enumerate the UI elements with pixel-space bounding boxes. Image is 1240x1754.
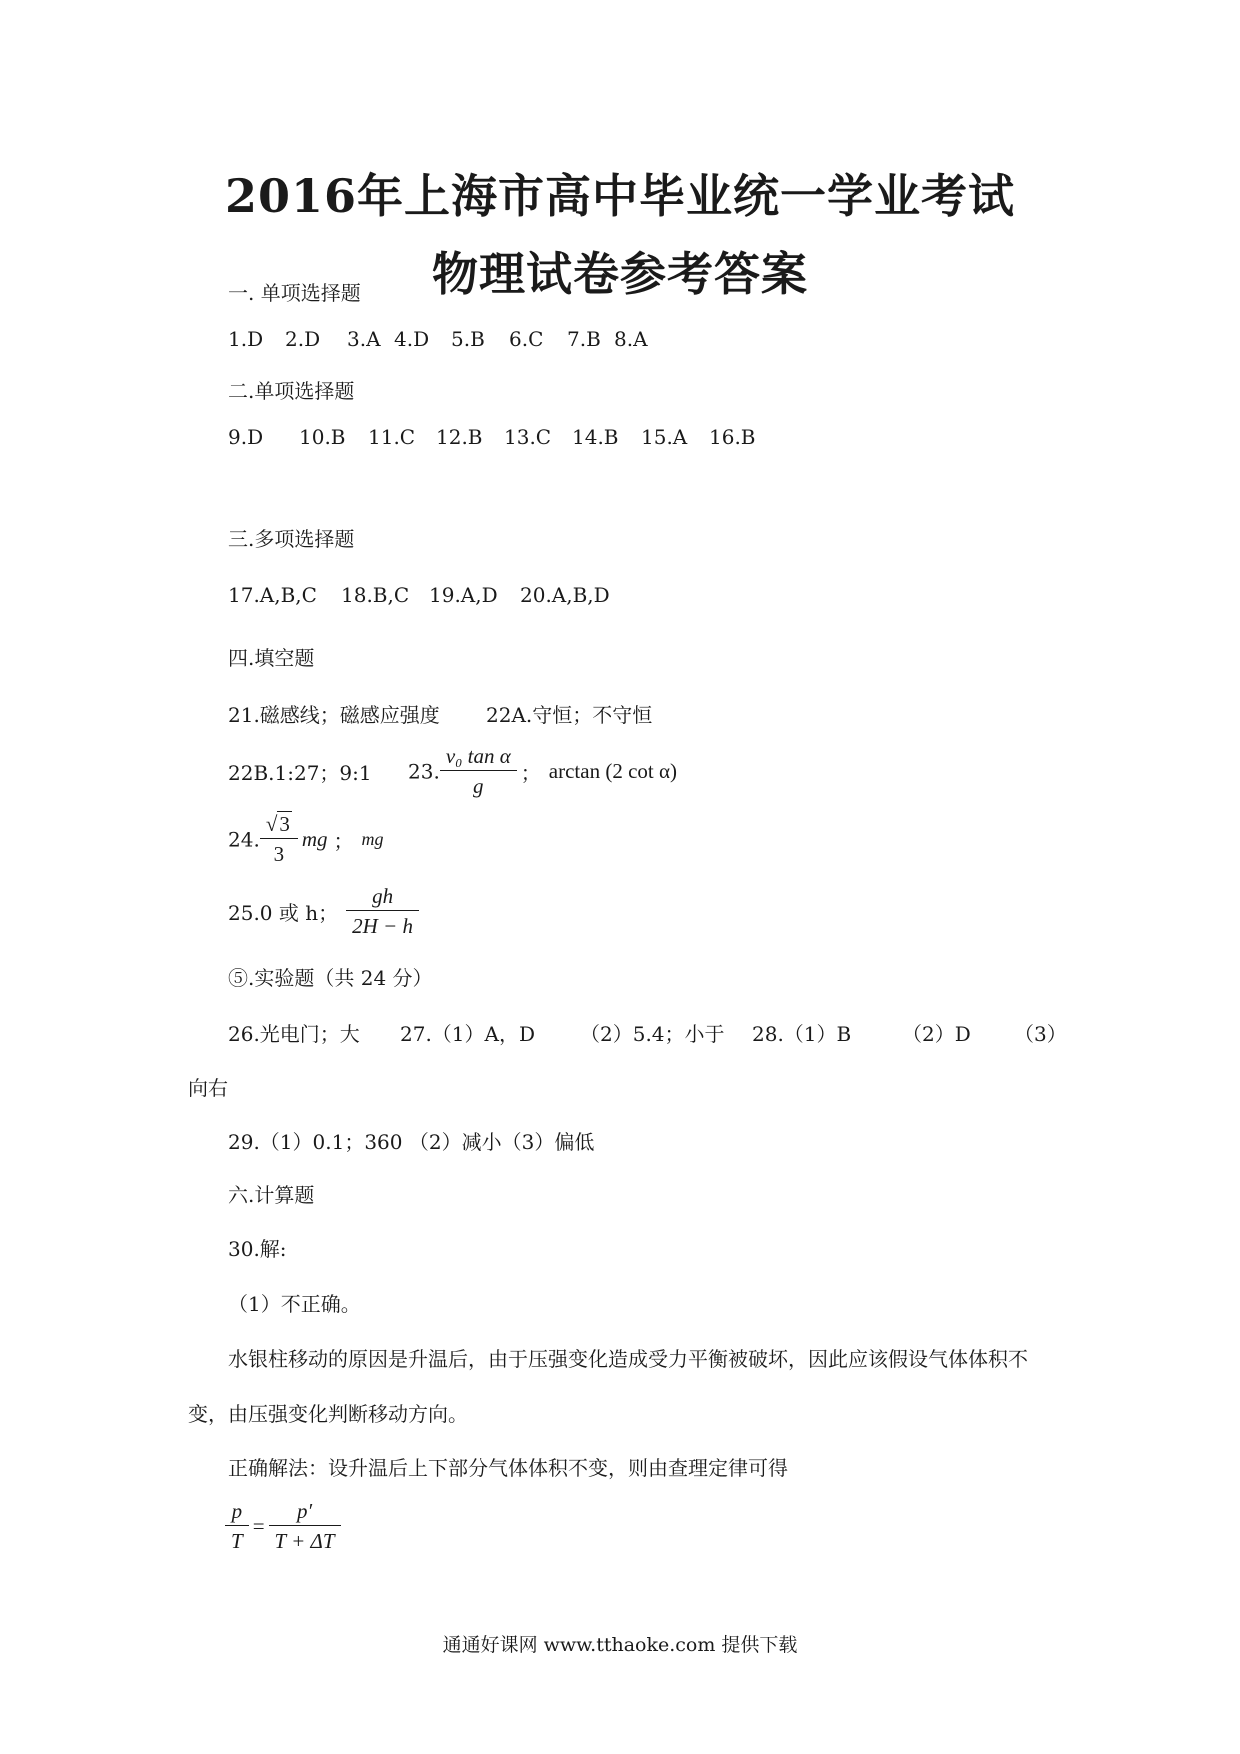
equation-rhs [269, 1497, 341, 1556]
answer-item: 20.A,B,D [520, 583, 610, 607]
section1-heading: 一. 单项选择题 [228, 281, 361, 305]
footer-source: 通通好课网 www.tthaoke.com 提供下载 [442, 1634, 798, 1656]
q22a-answer: 22A.守恒；不守恒 [486, 703, 653, 727]
q30-para2-line1: 水银柱移动的原因是升温后，由于压强变化造成受力平衡被破坏，因此应该假设气体体积不 [228, 1347, 1028, 1371]
equation-rhs-numerator: p′ [269, 1497, 341, 1526]
answer-item: 6.C [509, 327, 544, 351]
section3-heading: 三.多项选择题 [228, 527, 355, 551]
q30-para3: 正确解法：设升温后上下部分气体体积不变，则由查理定律可得 [228, 1456, 788, 1480]
answer-item: 11.C [368, 425, 416, 449]
q24-radicand: 3 [279, 812, 290, 836]
equation-lhs [225, 1497, 249, 1556]
q23-part2: arctan (2 cot α) [548, 759, 677, 783]
q24-denominator: 3 [273, 842, 285, 866]
section6-heading: 六.计算题 [228, 1183, 315, 1207]
equation-lhs-denominator: T [231, 1529, 243, 1553]
answer-item: 3.A [347, 327, 381, 351]
section2-heading: 二.单项选择题 [228, 379, 355, 403]
q27-part1: 27.（1）A，D [400, 1022, 536, 1046]
q25-label: 25.0 或 h； [228, 901, 339, 925]
section2-answers [228, 425, 756, 449]
q24-fraction [260, 810, 298, 869]
answer-item: 7.B [567, 327, 601, 351]
q25-numerator: gh [346, 882, 419, 911]
q30-label: 30.解: [228, 1237, 287, 1261]
answer-item: 5.B [451, 327, 485, 351]
q24-part2: mg [361, 829, 384, 849]
q26-answer: 26.光电门；大 [228, 1022, 360, 1046]
answer-item: 9.D [228, 425, 264, 449]
q23-label: 23. [408, 759, 440, 784]
q25-fraction [346, 882, 419, 941]
equation-rhs-denominator: T + ΔT [274, 1529, 335, 1553]
q23-numerator: v₀ tan α [440, 742, 517, 771]
q24-label: 24. [228, 827, 260, 852]
answer-item: 18.B,C [341, 583, 410, 607]
section5-heading: ⑤.实验题（共 24 分） [228, 966, 433, 990]
q27-part2: （2）5.4；小于 [580, 1022, 725, 1046]
q24-line [228, 810, 384, 869]
q28-part2: （2）D [902, 1022, 971, 1046]
charles-law-equation [225, 1497, 341, 1556]
answer-item: 13.C [504, 425, 552, 449]
sqrt-symbol: √3 [265, 812, 290, 836]
section1-answers [228, 327, 648, 351]
q21-answer: 21.磁感线；磁感应强度 [228, 703, 440, 727]
q22b-answer: 22B.1:27；9:1 [228, 761, 372, 785]
section3-answers [228, 583, 610, 607]
q21-q22a-line [228, 699, 652, 728]
equals-sign: = [252, 1514, 265, 1538]
q28-continuation: 向右 [188, 1076, 228, 1100]
answer-item: 14.B [572, 425, 619, 449]
page-title: 2016年上海市高中毕业统一学业考试 [224, 169, 1016, 223]
q24-numerator [260, 810, 298, 839]
q22b-q23-line [228, 742, 677, 801]
answer-item: 15.A [641, 425, 688, 449]
q30-para1: （1）不正确。 [228, 1292, 361, 1316]
q24-tail: mg [301, 827, 328, 851]
answer-item: 1.D [228, 327, 264, 351]
equation-lhs-numerator: p [225, 1497, 249, 1526]
section4-heading: 四.填空题 [228, 646, 315, 670]
answer-item: 10.B [299, 425, 346, 449]
q29-answer: 29.（1）0.1；360 （2）减小（3）偏低 [228, 1130, 595, 1154]
q24-separator: ； [333, 829, 354, 853]
answer-item: 17.A,B,C [228, 583, 317, 607]
q28-part3: （3） [1014, 1022, 1067, 1046]
q23-fraction [440, 742, 517, 801]
q28-part1: 28.（1）B [752, 1022, 852, 1046]
q23-separator: ； [520, 761, 541, 785]
q25-line [228, 882, 419, 941]
answer-item: 8.A [614, 327, 648, 351]
answer-item: 12.B [436, 425, 483, 449]
q30-para2-line2: 变，由压强变化判断移动方向。 [188, 1402, 468, 1426]
q23-denominator: g [473, 774, 484, 798]
answer-item: 16.B [709, 425, 756, 449]
answer-item: 19.A,D [429, 583, 498, 607]
page-subtitle: 物理试卷参考答案 [432, 247, 808, 301]
q25-denominator: 2H − h [352, 914, 413, 938]
q26-q28-line [228, 1018, 1067, 1047]
answer-item: 2.D [285, 327, 321, 351]
answer-item: 4.D [394, 327, 430, 351]
